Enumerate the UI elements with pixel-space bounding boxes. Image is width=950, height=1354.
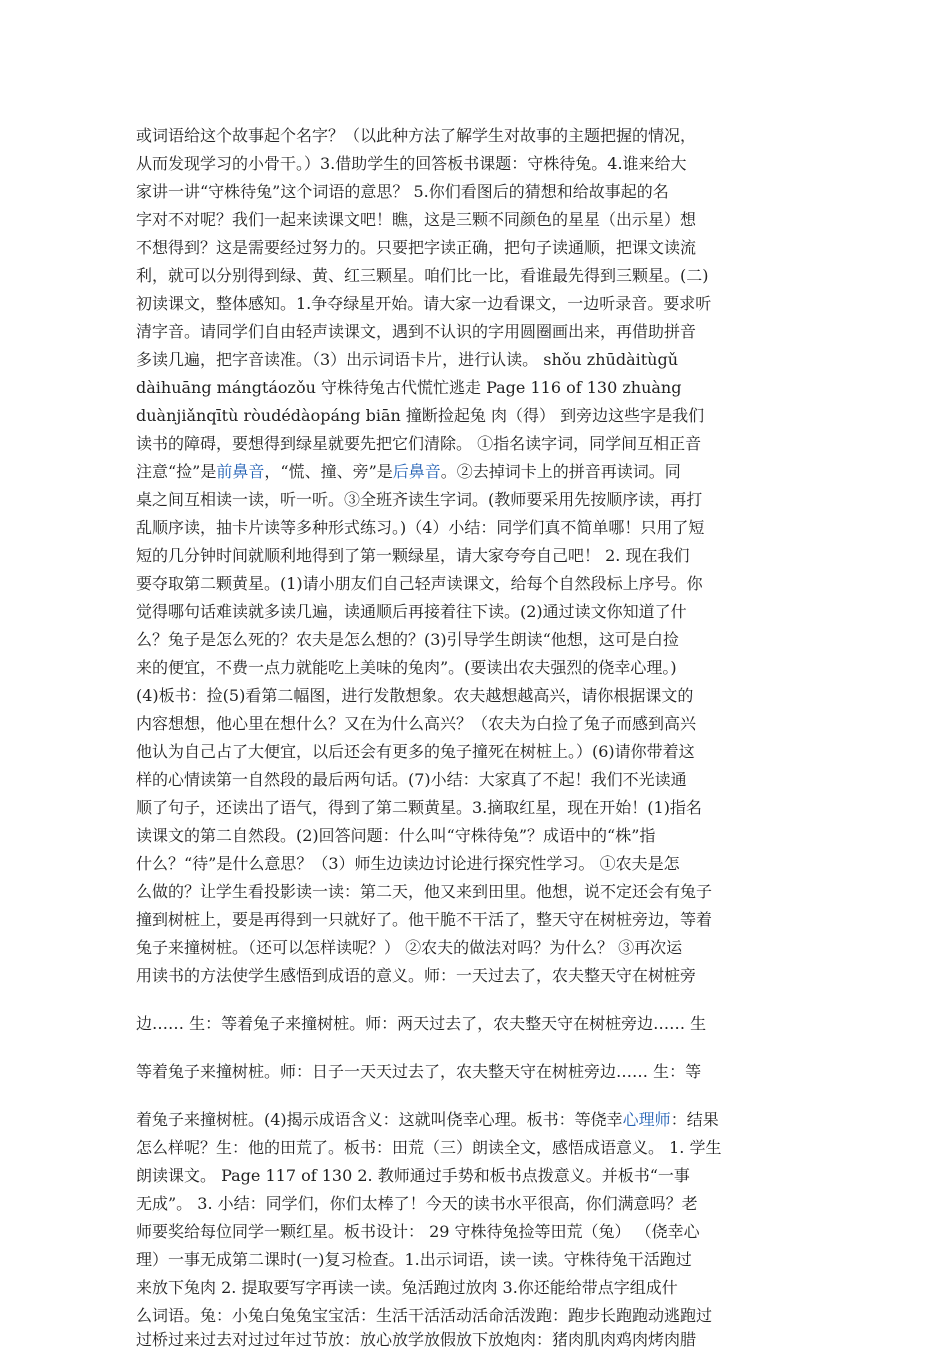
text-line: 字对不对呢？我们一起来读课文吧！瞧，这是三颗不同颜色的星星（出示星）想 <box>136 210 697 229</box>
text-line: (4)板书：捡(5)看第二幅图，进行发散想象。农夫越想越高兴，请你根据课文的 <box>136 686 694 705</box>
text-line: 从而发现学习的小骨干。）3.借助学生的回答板书课题：守株待兔。4.谁来给大 <box>136 154 687 173</box>
text-line: 来的便宜，不费一点力就能吃上美味的兔肉”。(要读出农夫强烈的侥幸心理。) <box>136 658 677 677</box>
text-line: 么做的？让学生看投影读一读：第二天，他又来到田里。他想，说不定还会有兔子 <box>136 882 713 901</box>
text-line: 什么？“待”是什么意思？（3）师生边读边讨论进行探究性学习。 ①农夫是怎 <box>136 854 680 873</box>
text-line: 么？兔子是怎么死的？农夫是怎么想的？(3)引导学生朗读“他想，这可是白捡 <box>136 630 679 649</box>
text-span: 。②去掉词卡上的拼音再读词。同 <box>440 462 681 481</box>
keyword-link-front-nasal[interactable]: 前鼻音 <box>216 462 265 481</box>
text-line <box>136 458 826 486</box>
text-line: 多读几遍，把字音读准。（3）出示词语卡片，进行认读。 shǒu zhūdàitùgǔ <box>136 350 679 369</box>
text-line <box>136 1106 826 1134</box>
text-line: 读书的障碍，要想得到绿星就要先把它们清除。 ①指名读字词，同学间互相正音 <box>136 434 702 453</box>
text-line: 清字音。请同学们自由轻声读课文，遇到不认识的字用圆圈画出来，再借助拼音 <box>136 322 697 341</box>
text-line: 怎么样呢？生：他的田荒了。板书：田荒（三）朗读全文，感悟成语意义。 1. 学生 <box>136 1138 722 1157</box>
text-line: 来放下兔肉 2. 提取要写字再读一读。兔活跑过放肉 3.你还能给带点字组成什 <box>136 1278 678 1297</box>
text-line: 桌之间互相读一读，听一听。③全班齐读生字词。(教师要采用先按顺序读，再打 <box>136 490 703 509</box>
text-line: 么词语。兔：小兔白兔兔宝宝活：生活干活活动活命活泼跑：跑步长跑跑动逃跑过 <box>136 1306 713 1325</box>
text-line: 初读课文，整体感知。1.争夺绿星开始。请大家一边看课文，一边听录音。要求听 <box>136 294 712 313</box>
text-line: 短的几分钟时间就顺利地得到了第一颗绿星，请大家夸夸自己吧！ 2. 现在我们 <box>136 546 690 565</box>
text-span: 注意“捡”是 <box>136 462 217 481</box>
text-line: 觉得哪句话难读就多读几遍，读通顺后再接着往下读。(2)通过读文你知道了什 <box>136 602 687 621</box>
text-span: ：结果 <box>670 1110 719 1129</box>
text-line: 乱顺序读，抽卡片读等多种形式练习。)（4）小结：同学们真不简单哪！只用了短 <box>136 518 705 537</box>
text-line: 要夺取第二颗黄星。(1)请小朋友们自己轻声读课文，给每个自然段标上序号。你 <box>136 574 703 593</box>
text-line: 师要奖给每位同学一颗红星。板书设计： 29 守株待兔捡等田荒（兔） （侥幸心 <box>136 1222 700 1241</box>
text-line: dàihuāng mángtáozǒu 守株待兔古代慌忙逃走 Page 116 of 130 zhuàng <box>136 378 682 397</box>
text-line: 兔子来撞树桩。（还可以怎样读呢？） ②农夫的做法对吗？为什么？ ③再次运 <box>136 938 683 957</box>
text-line: 用读书的方法使学生感悟到成语的意义。师：一天过去了，农夫整天守在树桩旁 <box>136 966 697 985</box>
text-line: duànjiǎnqītù ròudédàopáng biān 撞断捡起兔 肉（得） 到旁边这些字是我们 <box>136 406 705 425</box>
text-line: 内容想想，他心里在想什么？又在为什么高兴？（农夫为白捡了兔子而感到高兴 <box>136 714 697 733</box>
text-line: 等着兔子来撞树桩。师：日子一天天过去了，农夫整天守在树桩旁边…… 生：等 <box>136 1062 702 1081</box>
text-span: 着兔子来撞树桩。(4)揭示成语含义：这就叫侥幸心理。板书：等侥幸 <box>136 1110 623 1129</box>
text-line: 读课文的第二自然段。(2)回答问题：什么叫“守株待兔”？成语中的“株”指 <box>136 826 656 845</box>
keyword-link-back-nasal[interactable]: 后鼻音 <box>392 462 441 481</box>
text-line: 顺了句子，还读出了语气，得到了第二颗黄星。3.摘取红星，现在开始！(1)指名 <box>136 798 702 817</box>
text-line: 或词语给这个故事起个名字？（以此种方法了解学生对故事的主题把握的情况， <box>136 126 697 145</box>
text-span: ，“慌、撞、旁”是 <box>264 462 393 481</box>
text-line: 利，就可以分别得到绿、黄、红三颗星。咱们比一比，看谁最先得到三颗星。(二) <box>136 266 709 285</box>
text-line: 他认为自己占了大便宜，以后还会有更多的兔子撞死在树桩上。）(6)请你带着这 <box>136 742 695 761</box>
text-line: 样的心情读第一自然段的最后两句话。(7)小结：大家真了不起！我们不光读通 <box>136 770 687 789</box>
text-line: 过桥过来过去对过过年过节放：放心放学放假放下放炮肉：猪肉肌肉鸡肉烤肉腊 <box>136 1330 697 1349</box>
text-line: 理）一事无成第二课时(一)复习检查。1.出示词语，读一读。守株待兔干活跑过 <box>136 1250 692 1269</box>
text-line: 撞到树桩上，要是再得到一只就好了。他干脆不干活了，整天守在树桩旁边，等着 <box>136 910 713 929</box>
text-line: 无成”。 3. 小结：同学们，你们太棒了！今天的读书水平很高，你们满意吗？老 <box>136 1194 698 1213</box>
text-line: 边…… 生：等着兔子来撞树桩。师：两天过去了，农夫整天守在树桩旁边…… 生 <box>136 1014 707 1033</box>
keyword-link-psychologist[interactable]: 心理师 <box>622 1110 671 1129</box>
text-line: 家讲一讲“守株待兔”这个词语的意思？ 5.你们看图后的猜想和给故事起的名 <box>136 182 669 201</box>
text-line: 朗读课文。 Page 117 of 130 2. 教师通过手势和板书点拨意义。并板书“一事 <box>136 1166 690 1185</box>
text-line: 不想得到？这是需要经过努力的。只要把字读正确，把句子读通顺，把课文读流 <box>136 238 697 257</box>
